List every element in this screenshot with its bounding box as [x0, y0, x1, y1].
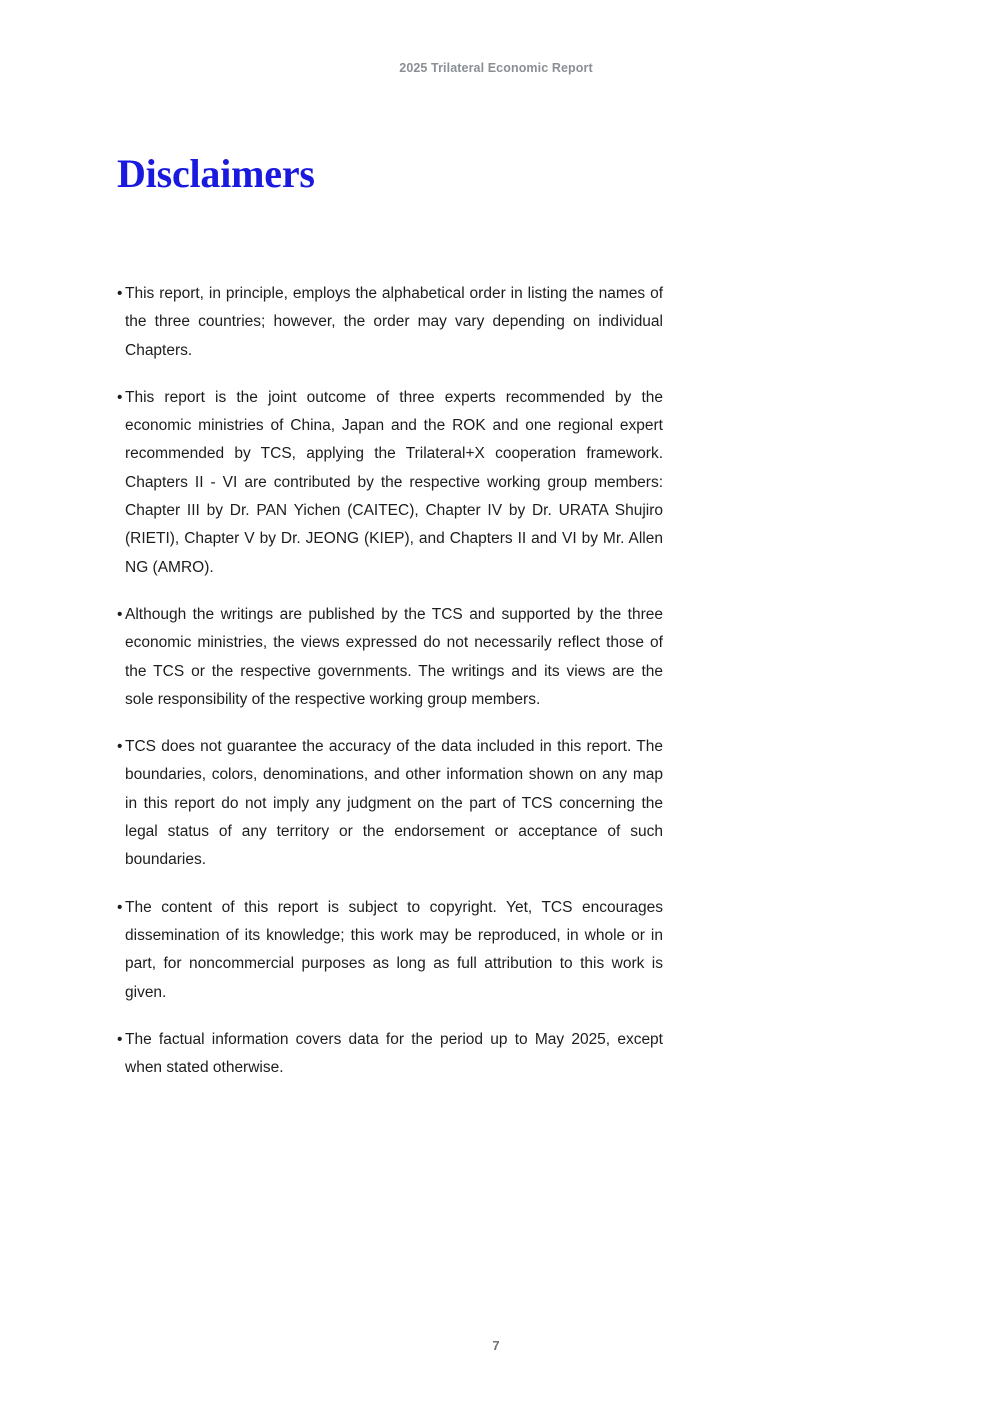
bullet-icon: •: [117, 738, 123, 756]
disclaimer-item: [117, 280, 663, 365]
disclaimer-text: The factual information covers data for the period up to May 2025, except when stated otherwise.: [125, 1030, 663, 1077]
bullet-icon: •: [117, 605, 123, 623]
disclaimer-item: [117, 733, 663, 874]
disclaimer-text: The content of this report is subject to copyright. Yet, TCS encourages dissemination of its knowledge; this work may be reproduced, in whole or in part, for noncommercial purposes as long as full attribution to this work is given.: [125, 898, 663, 1001]
page-number: 7: [492, 1338, 500, 1353]
bullet-icon: •: [117, 388, 123, 406]
running-header: 2025 Trilateral Economic Report: [399, 61, 593, 75]
bullet-icon: •: [117, 285, 123, 302]
disclaimer-text: This report is the joint outcome of three experts recommended by the economic ministries of China, Japan and the ROK and one regional expert recommended by TCS, applying the Trilateral+X cooperation framework. Chapters II - VI are contributed by the respective working group members: Chapter III by Dr. PAN Yichen (CAITEC), Chapter IV by Dr. URATA Shujiro (RIETI), Chapter V by Dr. JEONG (KIEP), and Chapters II and VI by Mr. Allen NG (AMRO).: [125, 388, 663, 576]
disclaimer-text: TCS does not guarantee the accuracy of the data included in this report. The boundaries, colors, denominations, and other information shown on any map in this report do not imply any judgment on the part of TCS concerning the legal status of any territory or the endorsement or acceptance of such boundaries.: [125, 738, 663, 869]
bullet-icon: •: [117, 1030, 123, 1048]
bullet-icon: •: [117, 898, 123, 916]
disclaimer-text: This report, in principle, employs the alphabetical order in listing the names of the three countries; however, the order may vary depending on individual Chapters.: [125, 285, 663, 359]
disclaimer-item: [117, 601, 663, 714]
disclaimer-item: [117, 384, 663, 582]
disclaimer-text: Although the writings are published by the TCS and supported by the three economic ministries, the views expressed do not necessarily reflect those of the TCS or the respective governments. The writings and its views are the sole responsibility of the respective working group members.: [125, 605, 663, 708]
disclaimer-item: [117, 1026, 663, 1083]
disclaimer-list: [117, 280, 663, 1101]
page-title: Disclaimers: [117, 151, 315, 196]
disclaimer-item: [117, 894, 663, 1007]
